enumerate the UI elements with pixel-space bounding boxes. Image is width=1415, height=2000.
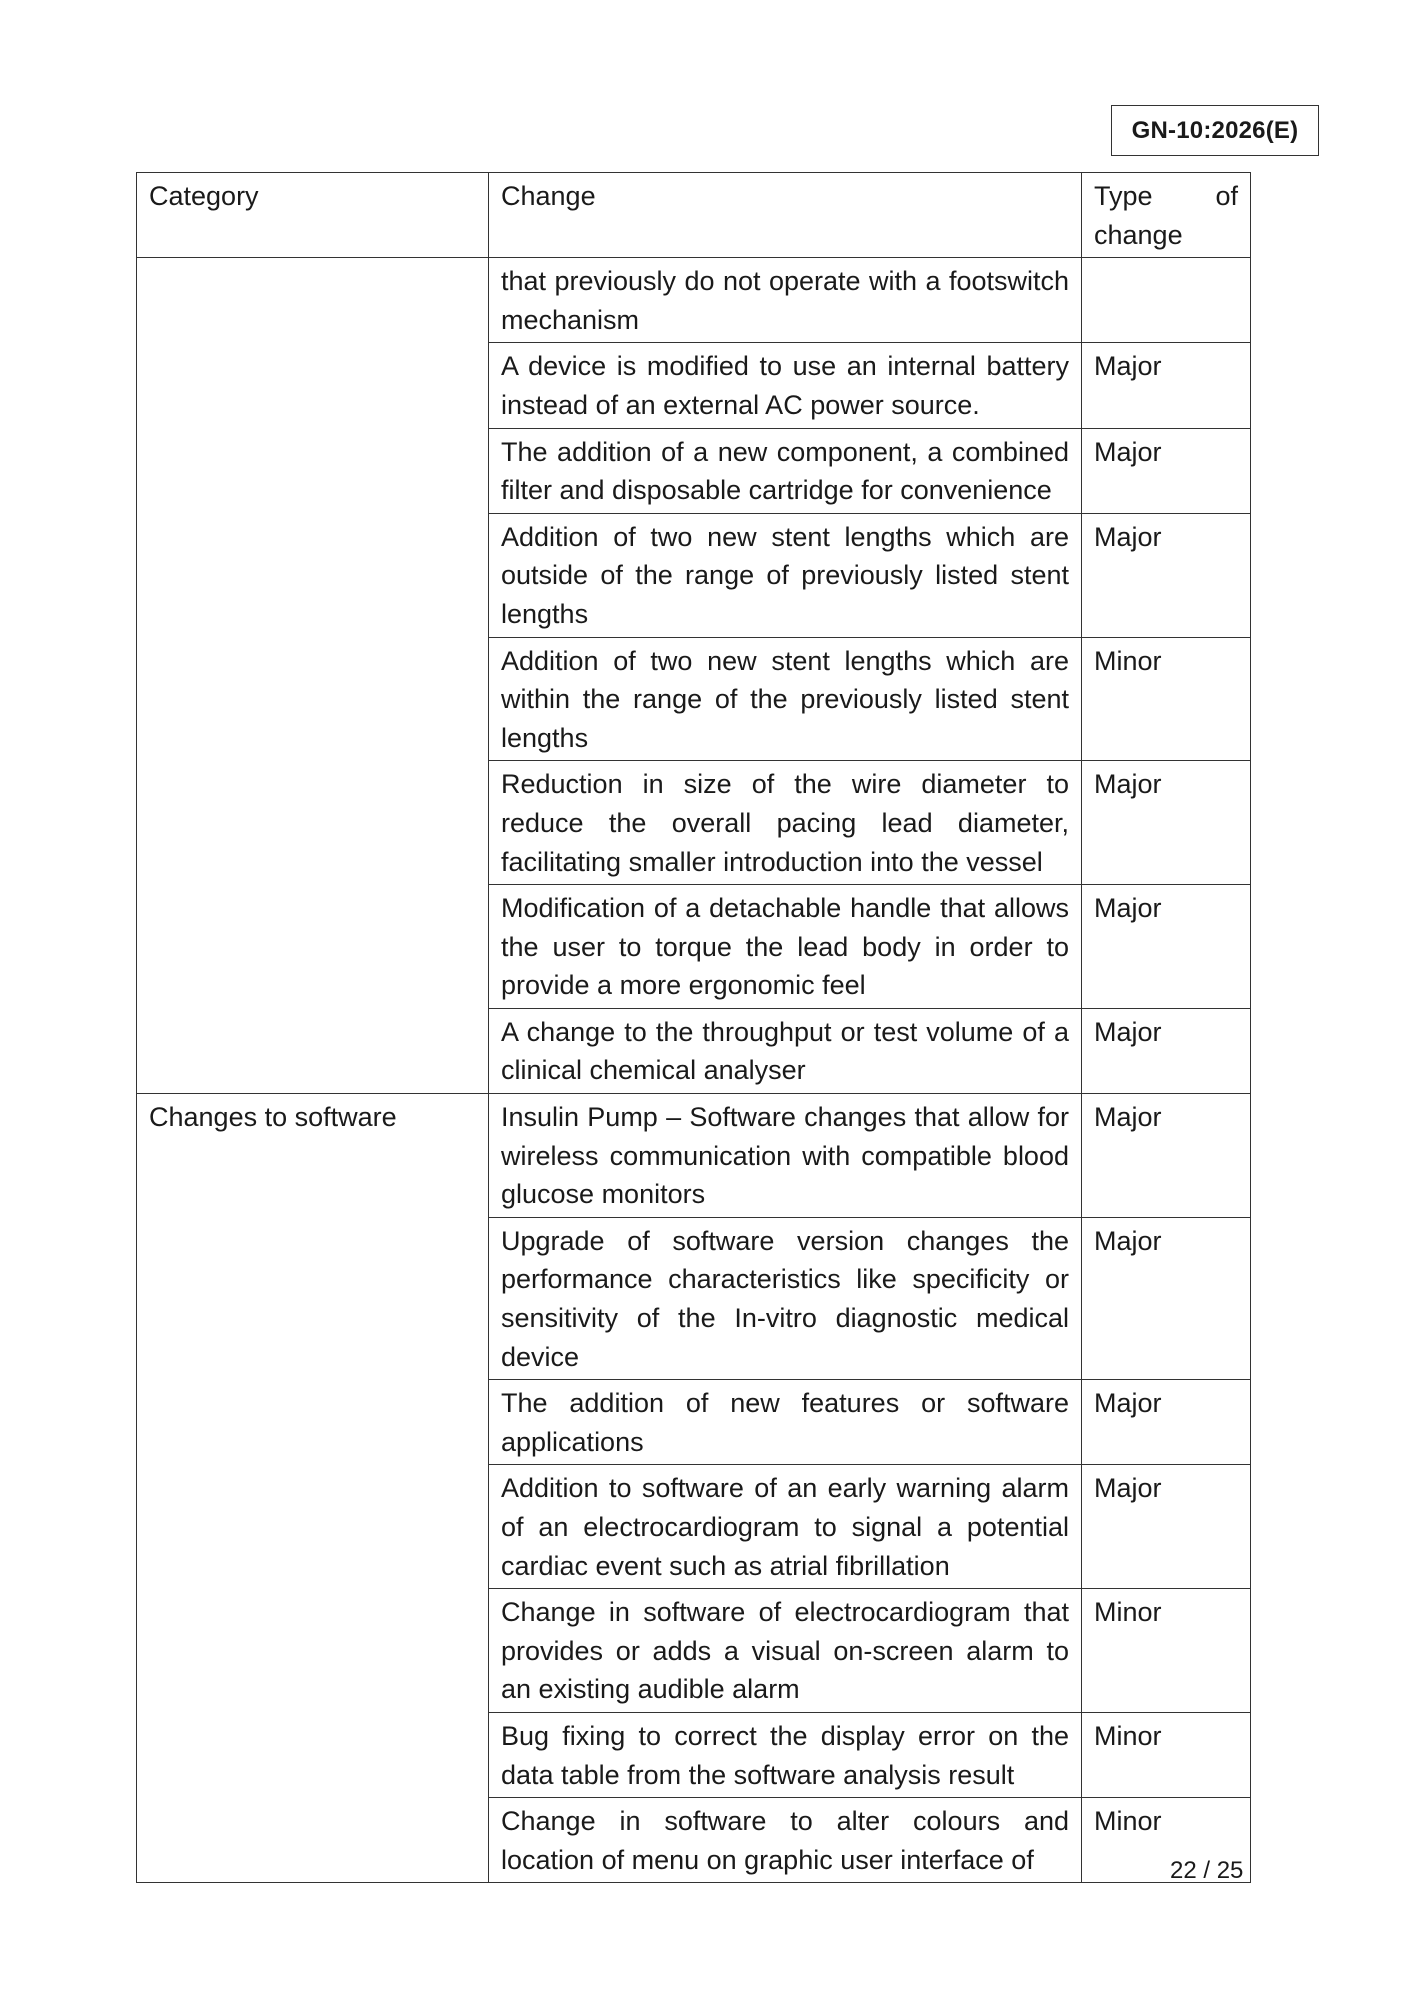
change-cell: Modification of a detachable handle that allows the user to torque the lead body in order to provide a more ergonomic feel	[489, 885, 1082, 1009]
change-cell: The addition of new features or software applications	[489, 1380, 1082, 1465]
change-cell: Bug fixing to correct the display error on the data table from the software analysis result	[489, 1712, 1082, 1797]
change-cell: Addition of two new stent lengths which are outside of the range of previously listed stent lengths	[489, 513, 1082, 637]
page-number: 22 / 25	[1170, 1857, 1244, 1884]
table-row	[137, 258, 1251, 343]
change-cell: Addition of two new stent lengths which are within the range of the previously listed stent lengths	[489, 637, 1082, 761]
type-cell: Major	[1082, 343, 1251, 428]
header-of-word: of	[1215, 181, 1238, 211]
change-cell: Reduction in size of the wire diameter to reduce the overall pacing lead diameter, facilitating smaller introduction into the vessel	[489, 761, 1082, 885]
type-cell: Major	[1082, 1380, 1251, 1465]
header-change: Change	[489, 173, 1082, 258]
change-cell: A change to the throughput or test volume of a clinical chemical analyser	[489, 1008, 1082, 1093]
change-cell: Change in software of electrocardiogram that provides or adds a visual on-screen alarm to an existing audible alarm	[489, 1589, 1082, 1713]
change-cell: Insulin Pump – Software changes that allow for wireless communication with compatible blood glucose monitors	[489, 1094, 1082, 1218]
changes-table	[136, 172, 1251, 1883]
type-cell	[1082, 258, 1251, 343]
header-category: Category	[137, 173, 489, 258]
type-cell: Major	[1082, 1217, 1251, 1379]
change-cell: Change in software to alter colours and location of menu on graphic user interface of	[489, 1798, 1082, 1883]
document-code: GN-10:2026(E)	[1131, 116, 1299, 144]
change-cell: Upgrade of software version changes the performance characteristics like specificity or sensitivity of the In-vitro diagnostic medical device	[489, 1217, 1082, 1379]
change-cell: that previously do not operate with a footswitch mechanism	[489, 258, 1082, 343]
type-cell: Major	[1082, 885, 1251, 1009]
type-cell: Minor	[1082, 637, 1251, 761]
change-cell: A device is modified to use an internal battery instead of an external AC power source.	[489, 343, 1082, 428]
type-cell: Major	[1082, 761, 1251, 885]
type-cell: Minor	[1082, 1589, 1251, 1713]
type-cell: Minor	[1082, 1798, 1251, 1883]
table-row	[137, 1094, 1251, 1218]
type-cell: Major	[1082, 1094, 1251, 1218]
header-type-word: Type	[1094, 181, 1153, 211]
category-cell	[137, 258, 489, 1094]
change-cell: Addition to software of an early warning alarm of an electrocardiogram to signal a potential cardiac event such as atrial fibrillation	[489, 1465, 1082, 1589]
table-header-row	[137, 173, 1251, 258]
type-cell: Minor	[1082, 1712, 1251, 1797]
type-cell: Major	[1082, 1465, 1251, 1589]
change-cell: The addition of a new component, a combined filter and disposable cartridge for convenience	[489, 428, 1082, 513]
type-cell: Major	[1082, 1008, 1251, 1093]
category-cell: Changes to software	[137, 1094, 489, 1883]
type-cell: Major	[1082, 513, 1251, 637]
type-cell: Major	[1082, 428, 1251, 513]
header-change-word: change	[1094, 219, 1183, 250]
document-code-box	[1111, 105, 1319, 156]
header-type-of-change	[1082, 173, 1251, 258]
